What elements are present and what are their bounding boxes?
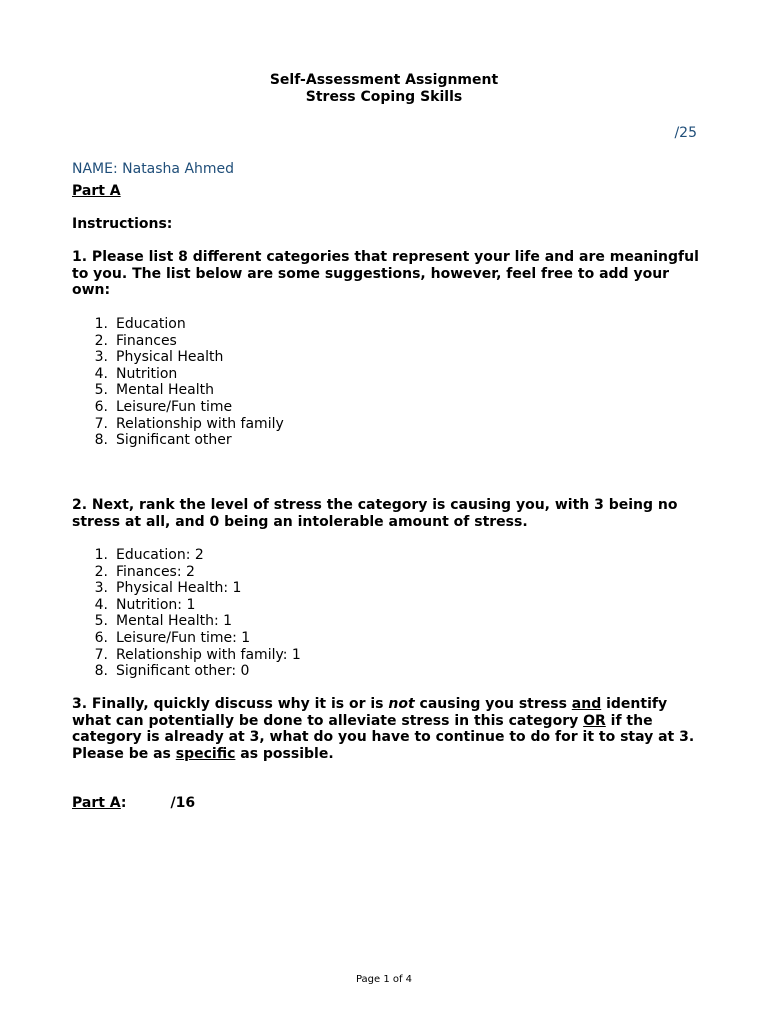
list-item-text: Relationship with family <box>116 415 284 432</box>
ranking-item <box>72 597 301 614</box>
ranking-item <box>72 613 301 630</box>
list-item-number: 2. <box>94 563 108 580</box>
list-item-text: Finances <box>116 332 177 349</box>
category-item <box>72 399 284 416</box>
categories-list <box>72 316 284 449</box>
question-2: 2. Next, rank the level of stress the category is causing you, with 3 being no stress at all, and 0 being an intolerable amount of stress. <box>72 497 678 530</box>
ranking-item <box>72 580 301 597</box>
ranking-item <box>72 547 301 564</box>
list-item-number: 3. <box>94 580 108 597</box>
ranking-item <box>72 630 301 647</box>
list-item-number: 5. <box>94 613 108 630</box>
list-item-text: Significant other <box>116 432 232 449</box>
part-a-heading: Part A <box>72 183 121 199</box>
list-item-text: Mental Health <box>116 382 214 399</box>
list-item-text: Nutrition <box>116 365 178 382</box>
list-item-text: Significant other: 0 <box>116 663 250 680</box>
list-item-number: 4. <box>94 596 108 613</box>
student-name: NAME: Natasha Ahmed <box>72 161 235 177</box>
list-item-number: 3. <box>94 349 108 366</box>
document-subtitle: Stress Coping Skills <box>305 89 463 105</box>
q3-text: as possible. <box>235 745 334 762</box>
ranking-item <box>72 647 301 664</box>
category-item <box>72 349 284 366</box>
q3-emphasis-not: not <box>388 696 415 712</box>
category-item <box>72 382 284 399</box>
q3-underline-specific: specific <box>175 745 236 762</box>
q3-text: if the category is already at 3, what do you have to continue to do for it to stay at 3. Please be as <box>72 712 695 762</box>
list-item-number: 1. <box>94 316 108 332</box>
page-number: Page 1 of 4 <box>355 974 413 985</box>
list-item-text: Leisure/Fun time <box>116 398 233 415</box>
list-item-text: Physical Health: 1 <box>116 580 242 597</box>
part-a-score <box>72 795 702 812</box>
list-item-text: Finances: 2 <box>116 563 195 580</box>
part-a-score-value: /16 <box>170 795 196 811</box>
category-item <box>72 333 284 350</box>
list-item-number: 5. <box>94 382 108 399</box>
category-item <box>72 416 284 433</box>
list-item-number: 2. <box>94 332 108 349</box>
question-1: 1. Please list 8 different categories that represent your life and are meaningful to you. The list below are some suggestions, however, feel free to add your own: <box>72 249 699 298</box>
total-score: /25 <box>674 125 697 141</box>
list-item-number: 8. <box>94 663 108 680</box>
part-a-score-colon: : <box>120 795 127 811</box>
ranking-item <box>72 564 301 581</box>
list-item-number: 7. <box>94 646 108 663</box>
list-item-text: Mental Health: 1 <box>116 613 233 630</box>
q3-underline-or: OR <box>583 712 606 729</box>
list-item-text: Education <box>116 316 186 332</box>
ranking-item <box>72 663 301 680</box>
q3-text: identify what can potentially be done to alleviate stress in this category <box>72 696 668 729</box>
q3-underline-and: and <box>571 696 602 712</box>
list-item-text: Nutrition: 1 <box>116 596 196 613</box>
list-item-number: 4. <box>94 365 108 382</box>
category-item <box>72 366 284 383</box>
list-item-number: 1. <box>94 547 108 563</box>
list-item-number: 6. <box>94 398 108 415</box>
list-item-text: Relationship with family: 1 <box>116 646 301 663</box>
part-a-score-label: Part A <box>72 795 121 811</box>
list-item-text: Physical Health <box>116 349 224 366</box>
list-item-number: 7. <box>94 415 108 432</box>
list-item-text: Education: 2 <box>116 547 204 563</box>
rankings-list <box>72 547 301 680</box>
list-item-text: Leisure/Fun time: 1 <box>116 629 251 646</box>
document-title: Self-Assessment Assignment <box>269 72 499 88</box>
category-item <box>72 432 284 449</box>
category-item <box>72 316 284 333</box>
list-item-number: 6. <box>94 629 108 646</box>
q3-text: 3. Finally, quickly discuss why it is or is <box>72 696 389 712</box>
q3-text: causing you stress <box>414 696 572 712</box>
list-item-number: 8. <box>94 432 108 449</box>
instructions-label: Instructions: <box>72 216 173 232</box>
question-3 <box>72 696 702 762</box>
